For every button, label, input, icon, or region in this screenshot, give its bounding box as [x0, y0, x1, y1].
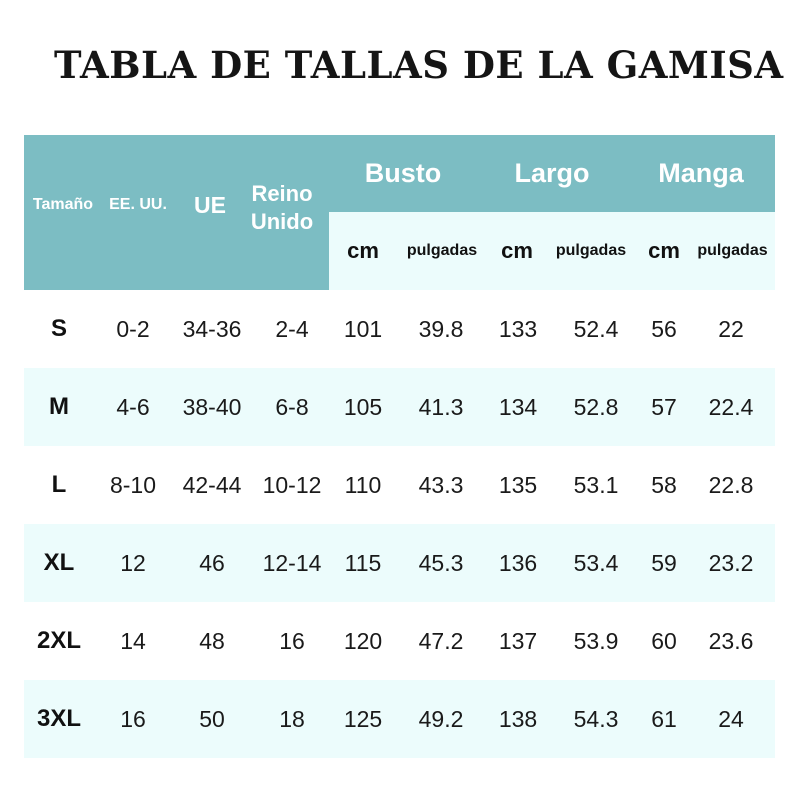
cell-sleeve-in: 22.8 [708, 471, 754, 498]
page-title: TABLA DE TALLAS DE LA GAMISA [54, 43, 784, 87]
subheader-length-in: pulgadas [555, 242, 627, 259]
table-row [24, 602, 775, 680]
cell-length-cm: 134 [498, 393, 538, 420]
cell-eu: 38-40 [182, 393, 242, 420]
cell-bust-in: 43.3 [418, 471, 464, 498]
cell-size: XL [43, 549, 75, 576]
cell-bust-cm: 125 [343, 705, 383, 732]
cell-length-cm: 137 [498, 627, 538, 654]
cell-eu: 48 [199, 627, 225, 654]
cell-uk: 6-8 [275, 393, 309, 420]
header-size: Tamaño [32, 196, 94, 213]
cell-eu: 50 [199, 705, 225, 732]
cell-size: 2XL [36, 627, 81, 654]
cell-eu: 34-36 [182, 315, 242, 342]
cell-bust-cm: 120 [343, 627, 383, 654]
cell-sleeve-cm: 59 [651, 549, 677, 576]
cell-sleeve-cm: 61 [651, 705, 677, 732]
cell-size: L [51, 471, 67, 498]
cell-bust-in: 39.8 [418, 315, 464, 342]
subheader-length-cm: cm [501, 238, 533, 263]
cell-length-in: 54.3 [573, 705, 619, 732]
title-bar [40, 30, 784, 100]
cell-bust-in: 41.3 [418, 393, 464, 420]
cell-eu: 46 [199, 549, 225, 576]
cell-length-cm: 133 [498, 315, 538, 342]
cell-sleeve-in: 23.6 [708, 627, 754, 654]
cell-us: 14 [120, 627, 146, 654]
cell-length-in: 53.1 [573, 471, 619, 498]
cell-bust-in: 45.3 [418, 549, 464, 576]
cell-us: 0-2 [116, 315, 150, 342]
subheader-sleeve-in: pulgadas [697, 242, 768, 259]
table-header [24, 135, 775, 290]
cell-size: S [50, 315, 67, 342]
header-length: Largo [514, 157, 590, 188]
cell-bust-cm: 110 [344, 471, 382, 498]
header-uk: Reino Unido [250, 181, 314, 234]
table-row [24, 290, 775, 368]
cell-size: 3XL [36, 705, 81, 732]
cell-us: 8-10 [109, 471, 157, 498]
cell-sleeve-in: 23.2 [708, 549, 754, 576]
cell-bust-cm: 105 [343, 393, 383, 420]
header-eu: UE [194, 191, 226, 218]
table-row [24, 368, 775, 446]
header-sleeve: Manga [658, 157, 744, 188]
cell-length-cm: 135 [498, 471, 538, 498]
cell-bust-cm: 101 [343, 315, 383, 342]
cell-sleeve-cm: 60 [651, 627, 677, 654]
cell-length-in: 52.4 [573, 315, 619, 342]
cell-sleeve-in: 22 [718, 315, 744, 342]
header-us: EE. UU. [109, 196, 167, 213]
cell-us: 12 [120, 549, 146, 576]
cell-uk: 18 [279, 705, 305, 732]
subheader-sleeve-cm: cm [648, 238, 680, 263]
cell-us: 16 [120, 705, 146, 732]
cell-size: M [49, 393, 69, 420]
cell-bust-in: 47.2 [418, 627, 464, 654]
header-bust: Busto [364, 157, 442, 188]
cell-uk: 16 [279, 627, 305, 654]
cell-sleeve-in: 24 [718, 705, 744, 732]
cell-sleeve-cm: 56 [651, 315, 677, 342]
cell-bust-cm: 115 [344, 549, 382, 576]
cell-eu: 42-44 [182, 471, 242, 498]
subheader-bust-in: pulgadas [406, 242, 478, 259]
table-row [24, 524, 775, 602]
cell-uk: 10-12 [262, 471, 322, 498]
table-row [24, 680, 775, 758]
cell-uk: 12-14 [262, 549, 322, 576]
table-body [24, 290, 775, 758]
cell-uk: 2-4 [275, 315, 309, 342]
cell-sleeve-cm: 57 [651, 393, 677, 420]
cell-sleeve-in: 22.4 [708, 393, 754, 420]
cell-length-cm: 138 [498, 705, 538, 732]
table-row [24, 446, 775, 524]
cell-length-in: 53.4 [573, 549, 619, 576]
cell-length-cm: 136 [498, 549, 538, 576]
cell-length-in: 52.8 [573, 393, 619, 420]
cell-bust-in: 49.2 [418, 705, 464, 732]
cell-sleeve-cm: 58 [651, 471, 677, 498]
cell-us: 4-6 [116, 393, 150, 420]
size-chart-table [24, 135, 775, 758]
cell-length-in: 53.9 [573, 627, 619, 654]
subheader-bust-cm: cm [347, 238, 379, 263]
